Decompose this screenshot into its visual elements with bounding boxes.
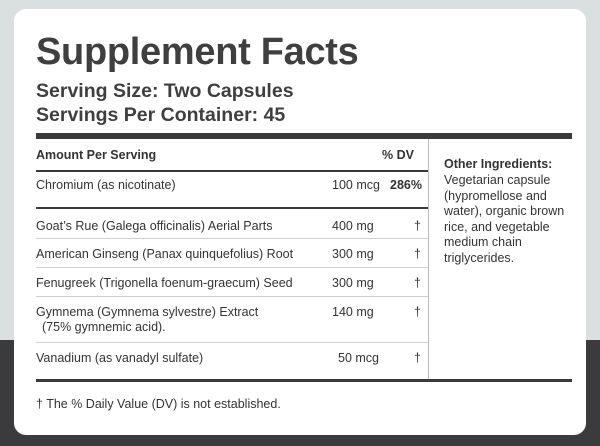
row-dv: † <box>414 351 421 365</box>
row-name: American Ginseng (Panax quinquefolius) Root <box>36 247 294 261</box>
row-dv: † <box>414 219 421 233</box>
row-name: Fenugreek (Trigonella foenum-graecum) Seed <box>36 276 293 290</box>
row-amount: 300 mg <box>332 247 374 261</box>
row-amount: 140 mg <box>332 305 374 319</box>
servings-per-container: Servings Per Container: 45 <box>36 104 286 126</box>
page-title: Supplement Facts <box>36 31 359 73</box>
top-thick-rule <box>36 133 572 139</box>
row-name: Goat’s Rue (Galega officinalis) Aerial Parts <box>36 219 273 233</box>
row-name: Vanadium (as vanadyl sulfate) <box>36 351 204 365</box>
row-dv: † <box>414 247 421 261</box>
row-divider <box>36 342 428 343</box>
row-dv: † <box>414 305 421 319</box>
row-amount: 50 mcg <box>338 351 379 365</box>
other-ingredients-label: Other Ingredients: <box>444 157 553 171</box>
row-divider <box>36 267 428 268</box>
bottom-rule <box>36 379 572 382</box>
row-name: Gymnema (Gymnema sylvestre) Extract <box>36 305 259 319</box>
row-amount: 100 mcg <box>332 178 380 192</box>
column-divider <box>428 139 429 379</box>
row-dv: † <box>414 276 421 290</box>
row-name-detail: (75% gymnemic acid). <box>42 320 166 334</box>
serving-size: Serving Size: Two Capsules <box>36 80 294 102</box>
header-rule <box>36 170 428 172</box>
row-divider <box>36 296 428 297</box>
row-divider <box>36 207 428 209</box>
row-divider <box>36 238 428 239</box>
row-amount: 400 mg <box>332 219 374 233</box>
row-name: Chromium (as nicotinate) <box>36 178 176 192</box>
header-dv: % DV <box>382 148 414 162</box>
row-amount: 300 mg <box>332 276 374 290</box>
dv-footnote: † The % Daily Value (DV) is not established. <box>36 397 281 411</box>
header-amount-per-serving: Amount Per Serving <box>36 148 157 162</box>
supplement-facts-panel <box>14 9 586 435</box>
row-dv: 286% <box>390 178 422 192</box>
other-ingredients-text: Vegetarian capsule (hypromellose and water), organic brown rice, and vegetable medium chain triglycerides. <box>444 173 565 265</box>
